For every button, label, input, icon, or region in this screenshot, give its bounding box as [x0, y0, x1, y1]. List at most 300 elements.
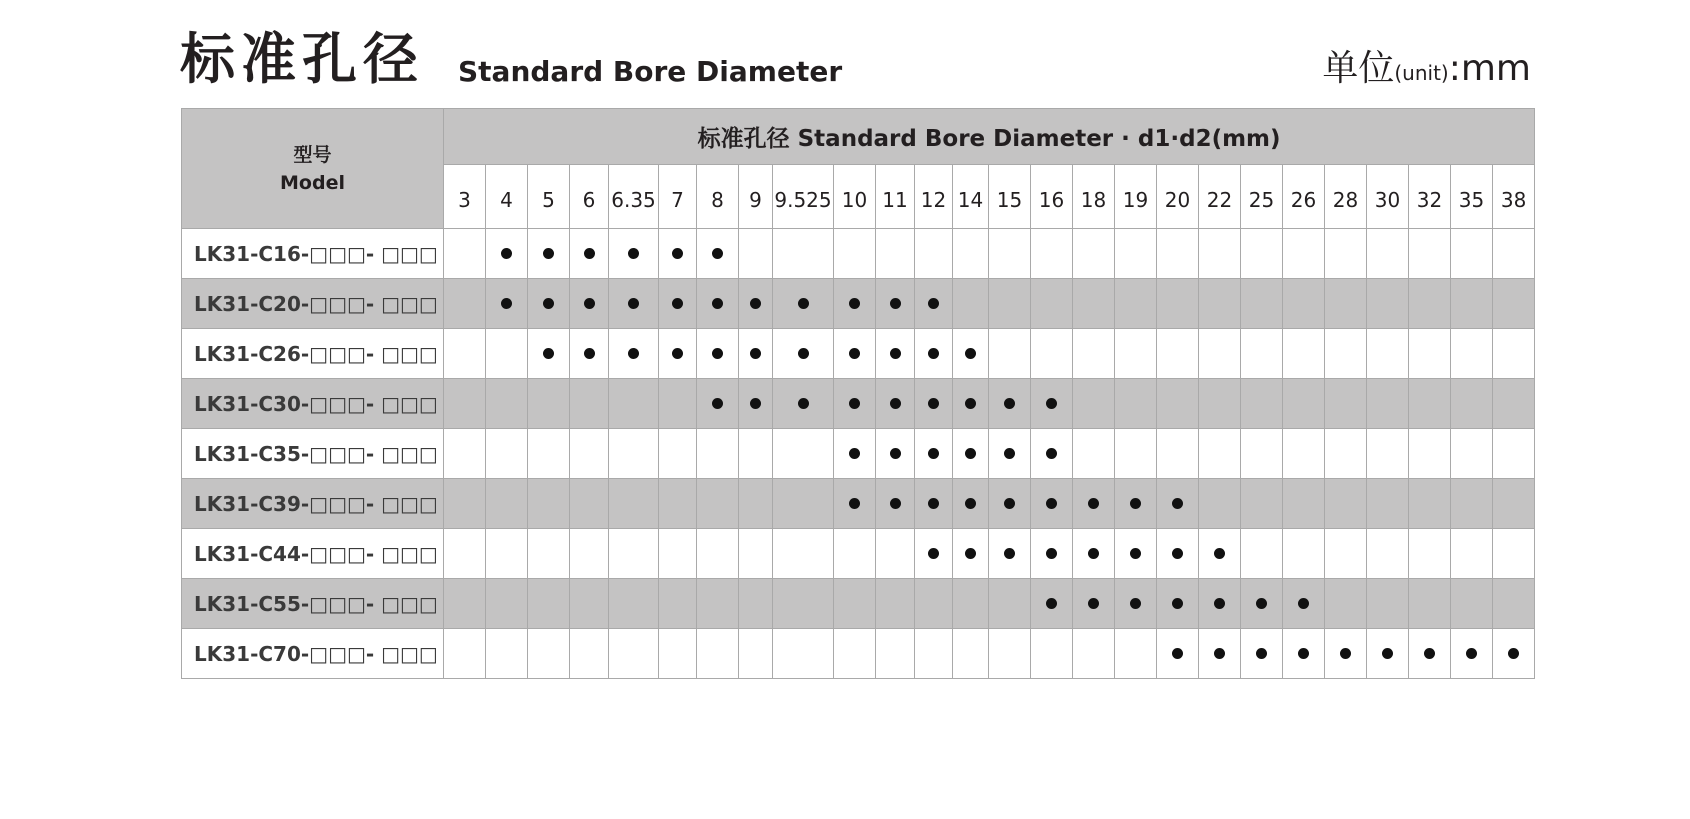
available-dot-icon — [1172, 548, 1183, 559]
availability-cell — [1283, 579, 1325, 629]
size-header: 8 — [697, 165, 739, 229]
unit-main: 单位 — [1322, 48, 1395, 89]
size-header: 32 — [1409, 165, 1451, 229]
table-row — [182, 379, 1535, 429]
available-dot-icon — [1004, 448, 1015, 459]
availability-cell — [739, 379, 773, 429]
availability-cell — [876, 629, 915, 679]
available-dot-icon — [1004, 548, 1015, 559]
availability-cell — [1367, 479, 1409, 529]
availability-cell — [989, 579, 1031, 629]
available-dot-icon — [672, 348, 683, 359]
availability-cell — [609, 379, 659, 429]
model-cell: LK31-C16-□□□- □□□ — [182, 229, 444, 279]
available-dot-icon — [965, 348, 976, 359]
available-dot-icon — [1130, 498, 1141, 509]
availability-cell — [1031, 329, 1073, 379]
availability-cell — [1409, 629, 1451, 679]
availability-cell — [953, 579, 989, 629]
availability-cell — [834, 229, 876, 279]
availability-cell — [444, 429, 486, 479]
availability-cell — [444, 329, 486, 379]
availability-cell — [1157, 529, 1199, 579]
model-cell: LK31-C39-□□□- □□□ — [182, 479, 444, 529]
availability-cell — [834, 629, 876, 679]
availability-cell — [1451, 229, 1493, 279]
availability-cell — [1031, 429, 1073, 479]
available-dot-icon — [628, 248, 639, 259]
availability-cell — [528, 529, 570, 579]
availability-cell — [1493, 479, 1535, 529]
availability-cell — [1241, 529, 1283, 579]
availability-cell — [1367, 279, 1409, 329]
availability-cell — [1493, 629, 1535, 679]
availability-cell — [773, 429, 834, 479]
size-header: 38 — [1493, 165, 1535, 229]
available-dot-icon — [965, 548, 976, 559]
model-cell: LK31-C30-□□□- □□□ — [182, 379, 444, 429]
availability-cell — [570, 579, 609, 629]
table-row — [182, 429, 1535, 479]
availability-cell — [773, 479, 834, 529]
available-dot-icon — [584, 348, 595, 359]
availability-cell — [1409, 279, 1451, 329]
availability-cell — [1367, 379, 1409, 429]
availability-cell — [1199, 629, 1241, 679]
availability-cell — [486, 529, 528, 579]
available-dot-icon — [1382, 648, 1393, 659]
available-dot-icon — [849, 398, 860, 409]
availability-cell — [486, 479, 528, 529]
availability-cell — [1073, 279, 1115, 329]
availability-cell — [444, 629, 486, 679]
availability-cell — [659, 479, 697, 529]
availability-cell — [697, 379, 739, 429]
availability-cell — [1241, 329, 1283, 379]
availability-cell — [1493, 429, 1535, 479]
availability-cell — [1115, 429, 1157, 479]
size-header: 14 — [953, 165, 989, 229]
availability-cell — [915, 629, 953, 679]
available-dot-icon — [672, 298, 683, 309]
availability-cell — [1073, 629, 1115, 679]
page-title-cn: 标准孔径 — [180, 27, 425, 91]
availability-cell — [876, 479, 915, 529]
model-cell: LK31-C70-□□□- □□□ — [182, 629, 444, 679]
availability-cell — [570, 329, 609, 379]
available-dot-icon — [928, 398, 939, 409]
available-dot-icon — [798, 348, 809, 359]
size-header: 25 — [1241, 165, 1283, 229]
availability-cell — [876, 379, 915, 429]
availability-cell — [570, 429, 609, 479]
available-dot-icon — [1046, 498, 1057, 509]
availability-cell — [1367, 429, 1409, 479]
available-dot-icon — [712, 248, 723, 259]
available-dot-icon — [890, 348, 901, 359]
availability-cell — [1157, 629, 1199, 679]
availability-cell — [659, 429, 697, 479]
availability-cell — [1199, 529, 1241, 579]
availability-cell — [953, 529, 989, 579]
availability-cell — [1115, 229, 1157, 279]
availability-cell — [609, 229, 659, 279]
availability-cell — [876, 279, 915, 329]
availability-cell — [876, 229, 915, 279]
availability-cell — [1115, 629, 1157, 679]
availability-cell — [915, 329, 953, 379]
bore-group-header: 标准孔径 Standard Bore Diameter · d1·d2(mm) — [444, 109, 1535, 165]
availability-cell — [915, 229, 953, 279]
availability-cell — [834, 479, 876, 529]
availability-cell — [570, 229, 609, 279]
availability-cell — [1283, 279, 1325, 329]
availability-cell — [953, 279, 989, 329]
available-dot-icon — [1508, 648, 1519, 659]
availability-cell — [1157, 329, 1199, 379]
availability-cell — [834, 379, 876, 429]
availability-cell — [697, 479, 739, 529]
availability-cell — [953, 229, 989, 279]
size-header: 20 — [1157, 165, 1199, 229]
available-dot-icon — [1340, 648, 1351, 659]
available-dot-icon — [890, 498, 901, 509]
available-dot-icon — [712, 298, 723, 309]
availability-cell — [444, 229, 486, 279]
availability-cell — [1157, 479, 1199, 529]
availability-cell — [444, 279, 486, 329]
size-header: 10 — [834, 165, 876, 229]
available-dot-icon — [501, 248, 512, 259]
available-dot-icon — [1172, 598, 1183, 609]
availability-cell — [1409, 479, 1451, 529]
available-dot-icon — [1298, 648, 1309, 659]
availability-cell — [528, 429, 570, 479]
availability-cell — [444, 529, 486, 579]
model-column-header — [182, 109, 444, 229]
availability-cell — [1199, 279, 1241, 329]
size-header: 6.35 — [609, 165, 659, 229]
table-body — [182, 229, 1535, 679]
availability-cell — [609, 529, 659, 579]
availability-cell — [1325, 479, 1367, 529]
availability-cell — [989, 479, 1031, 529]
availability-cell — [1451, 579, 1493, 629]
availability-cell — [989, 329, 1031, 379]
availability-cell — [1325, 229, 1367, 279]
model-cell: LK31-C26-□□□- □□□ — [182, 329, 444, 379]
availability-cell — [1199, 379, 1241, 429]
availability-cell — [1451, 529, 1493, 579]
availability-cell — [697, 329, 739, 379]
availability-cell — [444, 479, 486, 529]
availability-cell — [1367, 329, 1409, 379]
availability-cell — [1409, 429, 1451, 479]
available-dot-icon — [1298, 598, 1309, 609]
availability-cell — [1241, 629, 1283, 679]
availability-cell — [570, 529, 609, 579]
available-dot-icon — [890, 398, 901, 409]
available-dot-icon — [1088, 498, 1099, 509]
available-dot-icon — [712, 398, 723, 409]
table-row — [182, 279, 1535, 329]
availability-cell — [528, 479, 570, 529]
availability-cell — [1031, 529, 1073, 579]
available-dot-icon — [849, 498, 860, 509]
bore-diameter-table — [181, 108, 1535, 679]
unit-value: :mm — [1448, 48, 1531, 89]
availability-cell — [1241, 479, 1283, 529]
availability-cell — [1115, 329, 1157, 379]
availability-cell — [1493, 529, 1535, 579]
availability-cell — [1367, 529, 1409, 579]
availability-cell — [697, 279, 739, 329]
availability-cell — [659, 579, 697, 629]
availability-cell — [1073, 429, 1115, 479]
availability-cell — [1325, 379, 1367, 429]
availability-cell — [1031, 479, 1073, 529]
availability-cell — [1115, 529, 1157, 579]
availability-cell — [1409, 329, 1451, 379]
availability-cell — [1031, 229, 1073, 279]
availability-cell — [1451, 479, 1493, 529]
availability-cell — [1157, 579, 1199, 629]
availability-cell — [834, 529, 876, 579]
availability-cell — [773, 229, 834, 279]
availability-cell — [1031, 379, 1073, 429]
unit-paren: (unit) — [1394, 61, 1449, 85]
available-dot-icon — [1214, 648, 1225, 659]
availability-cell — [1283, 379, 1325, 429]
availability-cell — [1409, 529, 1451, 579]
availability-cell — [1115, 479, 1157, 529]
availability-cell — [1073, 379, 1115, 429]
available-dot-icon — [890, 448, 901, 459]
availability-cell — [609, 279, 659, 329]
size-header: 35 — [1451, 165, 1493, 229]
availability-cell — [528, 229, 570, 279]
availability-cell — [1073, 579, 1115, 629]
availability-cell — [989, 529, 1031, 579]
availability-cell — [1451, 379, 1493, 429]
available-dot-icon — [928, 348, 939, 359]
available-dot-icon — [1172, 648, 1183, 659]
availability-cell — [1367, 229, 1409, 279]
availability-cell — [739, 429, 773, 479]
availability-cell — [697, 579, 739, 629]
availability-cell — [989, 629, 1031, 679]
availability-cell — [1325, 329, 1367, 379]
size-header: 22 — [1199, 165, 1241, 229]
availability-cell — [953, 429, 989, 479]
availability-cell — [486, 579, 528, 629]
availability-cell — [1199, 579, 1241, 629]
availability-cell — [1031, 629, 1073, 679]
available-dot-icon — [628, 348, 639, 359]
availability-cell — [528, 579, 570, 629]
availability-cell — [915, 529, 953, 579]
available-dot-icon — [965, 398, 976, 409]
availability-cell — [659, 629, 697, 679]
available-dot-icon — [1088, 598, 1099, 609]
availability-cell — [1325, 529, 1367, 579]
availability-cell — [876, 579, 915, 629]
availability-cell — [1283, 429, 1325, 479]
table-row — [182, 629, 1535, 679]
model-header-en: Model — [280, 171, 345, 194]
available-dot-icon — [1004, 398, 1015, 409]
availability-cell — [697, 629, 739, 679]
availability-cell — [1283, 229, 1325, 279]
availability-cell — [773, 329, 834, 379]
available-dot-icon — [890, 298, 901, 309]
availability-cell — [1325, 279, 1367, 329]
availability-cell — [876, 329, 915, 379]
availability-cell — [659, 379, 697, 429]
available-dot-icon — [1046, 548, 1057, 559]
availability-cell — [659, 229, 697, 279]
availability-cell — [1073, 529, 1115, 579]
availability-cell — [486, 229, 528, 279]
available-dot-icon — [1256, 598, 1267, 609]
size-header: 7 — [659, 165, 697, 229]
availability-cell — [609, 629, 659, 679]
availability-cell — [773, 579, 834, 629]
availability-cell — [486, 629, 528, 679]
availability-cell — [486, 279, 528, 329]
available-dot-icon — [849, 448, 860, 459]
availability-cell — [1157, 429, 1199, 479]
availability-cell — [1199, 229, 1241, 279]
availability-cell — [739, 529, 773, 579]
available-dot-icon — [928, 498, 939, 509]
availability-cell — [1325, 579, 1367, 629]
available-dot-icon — [798, 398, 809, 409]
availability-cell — [486, 429, 528, 479]
availability-cell — [486, 379, 528, 429]
availability-cell — [1367, 579, 1409, 629]
size-header: 15 — [989, 165, 1031, 229]
table-row — [182, 329, 1535, 379]
availability-cell — [1241, 229, 1283, 279]
table-row — [182, 229, 1535, 279]
availability-cell — [1325, 629, 1367, 679]
availability-cell — [739, 329, 773, 379]
available-dot-icon — [543, 298, 554, 309]
availability-cell — [989, 379, 1031, 429]
availability-cell — [773, 529, 834, 579]
availability-cell — [1157, 279, 1199, 329]
model-cell: LK31-C35-□□□- □□□ — [182, 429, 444, 479]
availability-cell — [528, 279, 570, 329]
available-dot-icon — [712, 348, 723, 359]
availability-cell — [953, 479, 989, 529]
available-dot-icon — [1424, 648, 1435, 659]
availability-cell — [1283, 529, 1325, 579]
availability-cell — [953, 329, 989, 379]
available-dot-icon — [1004, 498, 1015, 509]
available-dot-icon — [1046, 448, 1057, 459]
available-dot-icon — [543, 248, 554, 259]
model-cell: LK31-C20-□□□- □□□ — [182, 279, 444, 329]
availability-cell — [953, 629, 989, 679]
availability-cell — [773, 379, 834, 429]
availability-cell — [1073, 229, 1115, 279]
availability-cell — [739, 279, 773, 329]
availability-cell — [1073, 479, 1115, 529]
available-dot-icon — [1130, 598, 1141, 609]
size-header: 18 — [1073, 165, 1115, 229]
available-dot-icon — [965, 498, 976, 509]
table-row — [182, 479, 1535, 529]
availability-cell — [834, 429, 876, 479]
size-header: 26 — [1283, 165, 1325, 229]
availability-cell — [1241, 279, 1283, 329]
availability-cell — [876, 529, 915, 579]
availability-cell — [773, 279, 834, 329]
available-dot-icon — [928, 298, 939, 309]
size-header: 16 — [1031, 165, 1073, 229]
availability-cell — [486, 329, 528, 379]
availability-cell — [659, 529, 697, 579]
availability-cell — [1115, 379, 1157, 429]
availability-cell — [570, 379, 609, 429]
availability-cell — [1199, 479, 1241, 529]
availability-cell — [1409, 379, 1451, 429]
availability-cell — [1409, 229, 1451, 279]
availability-cell — [915, 279, 953, 329]
available-dot-icon — [1088, 548, 1099, 559]
available-dot-icon — [849, 298, 860, 309]
page-title-en: Standard Bore Diameter — [458, 55, 843, 88]
availability-cell — [1409, 579, 1451, 629]
availability-cell — [1451, 279, 1493, 329]
availability-cell — [1493, 379, 1535, 429]
size-header: 5 — [528, 165, 570, 229]
availability-cell — [1451, 429, 1493, 479]
available-dot-icon — [798, 298, 809, 309]
availability-cell — [528, 379, 570, 429]
available-dot-icon — [750, 298, 761, 309]
availability-cell — [444, 379, 486, 429]
availability-cell — [570, 279, 609, 329]
availability-cell — [528, 629, 570, 679]
availability-cell — [739, 479, 773, 529]
available-dot-icon — [584, 298, 595, 309]
availability-cell — [1199, 329, 1241, 379]
availability-cell — [773, 629, 834, 679]
available-dot-icon — [750, 398, 761, 409]
available-dot-icon — [1046, 598, 1057, 609]
availability-cell — [1157, 379, 1199, 429]
availability-cell — [834, 279, 876, 329]
available-dot-icon — [584, 248, 595, 259]
size-header: 4 — [486, 165, 528, 229]
availability-cell — [1283, 329, 1325, 379]
availability-cell — [915, 579, 953, 629]
availability-cell — [1031, 279, 1073, 329]
availability-cell — [570, 629, 609, 679]
availability-cell — [1241, 379, 1283, 429]
availability-cell — [1451, 329, 1493, 379]
availability-cell — [444, 579, 486, 629]
available-dot-icon — [849, 348, 860, 359]
availability-cell — [697, 429, 739, 479]
available-dot-icon — [1130, 548, 1141, 559]
availability-cell — [1283, 629, 1325, 679]
availability-cell — [1493, 579, 1535, 629]
available-dot-icon — [1256, 648, 1267, 659]
